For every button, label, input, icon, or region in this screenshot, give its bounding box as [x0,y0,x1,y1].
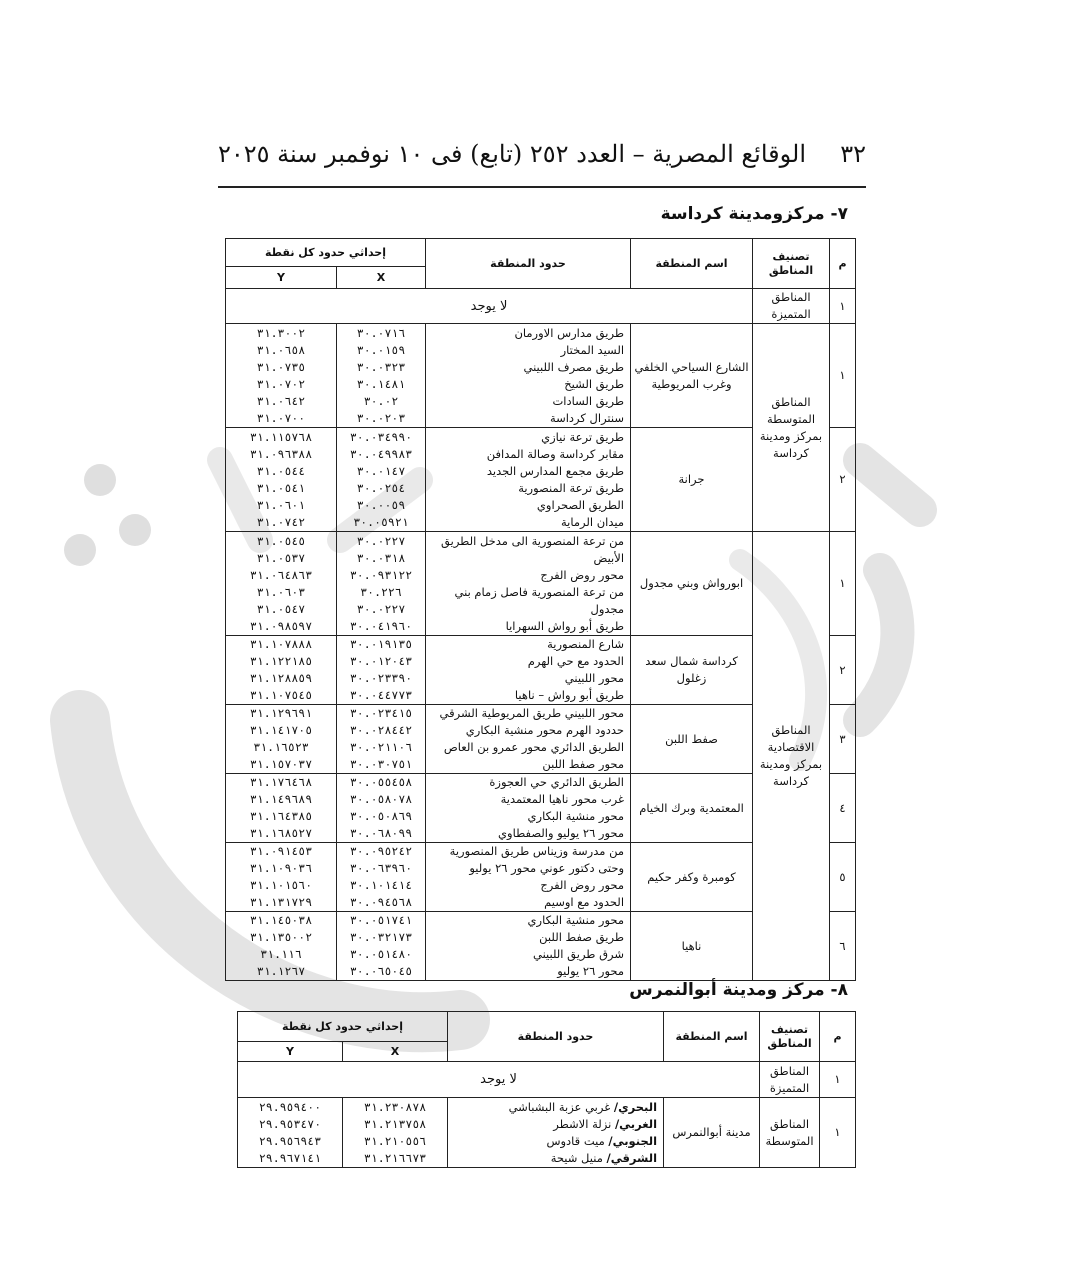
page-number: ٣٢ [840,140,866,168]
area-bounds [426,428,631,532]
x-value: ٣٠.٠٦٣٩٦٠ [349,861,413,875]
section-7-title: ٧- مركزومدينة كرداسة [660,204,848,224]
area-bounds [426,636,631,705]
row-num: ٣ [830,705,856,774]
area-name: ابورواش وبني مجدول [631,532,753,636]
section-8-table [237,1011,856,1168]
area-name: الشارع السياحي الخلفي وغرب المريوطية [631,324,753,428]
table-row [226,324,856,428]
area-name: كومبرة وكفر حكيم [631,843,753,912]
x-value: ٣٠.٠٢٢٧ [356,533,406,548]
y-value: ٣١.٠٩١٤٥٣ [249,844,313,858]
x-coords [337,912,426,981]
bound-line: سنترال كرداسة [549,410,625,425]
bound-line: محور منشية البكاري [527,913,625,927]
x-value: ٣٠.٠٤٤٧٧٣ [349,688,413,702]
y-value: ٣١.٠٥٤١ [256,480,306,495]
y-value: ٣١.١٢٢١٨٥ [249,654,313,668]
special-row-num: ١ [820,1062,856,1098]
gazette-title: الوقائع المصرية – العدد ٢٥٢ (تابع) فى ١٠ نوفمبر سنة ٢٠٢٥ [217,140,806,168]
bound-line: محور روض الفرج [540,878,625,892]
x-coords [337,774,426,843]
y-value: ٣١.١٠٧٥٤٥ [249,688,313,702]
col-header-num: م [820,1012,856,1062]
y-value: ٣١.٠٩٦٣٨٨ [249,446,313,461]
area-bounds [426,705,631,774]
col-header-y: Y [238,1042,343,1062]
table-row [238,1098,856,1168]
section-8-title: ٨- مركز ومدينة أبوالنمرس [629,980,848,1000]
x-coords [337,428,426,532]
x-value: ٣٠.١٤٨١ [356,376,406,391]
x-value: ٣٠.٠١٢٠٤٣ [349,654,413,668]
y-value: ٣١.٣٠٠٢ [256,325,306,340]
y-value: ٣١.٠٥٤٤ [256,463,306,478]
x-value: ٣٠.٢٢٦ [360,584,402,599]
bound-line: الطريق الدائري محور عمرو بن العاص [443,740,625,754]
x-value: ٣٠.٠٣٢٣ [356,359,406,374]
bound-line: وحتى دكتور عوني محور ٢٦ يوليو [469,861,625,875]
y-value: ٣١.٠٥٣٧ [256,550,306,565]
bound-line: محور روض الفرج [540,567,625,582]
x-value: ٣٠.٠٥١٧٤١ [349,913,413,927]
bound-line [451,1099,657,1116]
x-value: ٣١.٢٣٠٨٧٨ [363,1099,427,1114]
x-value: ٣٠.٠٥٨٠٧٨ [349,792,413,806]
x-value: ٣٠.٠٢٢٧ [356,601,406,616]
y-value: ٣١.١٦٥٢٣ [253,740,309,754]
x-value: ٣٠.٠٢٣٣٩٠ [349,671,413,685]
col-header-y: Y [226,267,337,289]
col-header-bounds: حدود المنطقة [448,1012,664,1062]
bound-line: طريق أبو رواش السهرايا [505,618,625,633]
x-coords [337,324,426,428]
y-value: ٣١.١٣٥٠٠٢ [249,930,313,944]
x-value: ٣٠.٠٢٣٤١٥ [349,706,413,720]
x-value: ٣٠.٠٧١٦ [356,325,406,340]
bound-line: طريق مجمع المدارس الجديد [486,463,625,478]
y-coords [226,428,337,532]
x-value: ٣٠.٠٣٢١٧٣ [349,930,413,944]
page-header [218,140,866,176]
economic-classification: المناطق الاقتصادية بمركز ومدينة كرداسة [753,532,830,981]
row-num: ٤ [830,774,856,843]
bound-direction: البحري/ [613,1099,658,1114]
col-header-x: X [337,267,426,289]
y-coords [226,912,337,981]
bound-line: طريق مدارس الاورمان [514,325,625,340]
bound-line: السيد المختار [560,342,625,357]
x-value: ٣١.٢١٦٦٧٣ [363,1150,427,1165]
y-value: ٣١.٠٧٣٥ [256,359,306,374]
x-value: ٣٠.٠٢ [363,393,399,408]
row-num: ١ [830,324,856,428]
y-value: ٣١.١٠٩٠٣٦ [249,861,313,875]
medium-classification: المناطق المتوسطة بمركز ومدينة كرداسة [753,324,830,532]
y-value: ٣١.١١٥٧٦٨ [249,429,313,444]
col-header-area-name: اسم المنطقة [664,1012,760,1062]
y-value: ٣١.١٦٤٣٨٥ [249,809,313,823]
x-value: ٣٠.٠٤١٩٦٠ [349,618,413,633]
x-coords [337,843,426,912]
y-value: ٢٩.٩٥٦٩٤٣ [258,1133,322,1148]
x-value: ٣٠.٠٢١١٠٦ [349,740,413,754]
bound-text: غربي عزبة البشباشي [508,1099,611,1114]
x-value: ٣٠.٠٩٥٢٤٢ [349,844,413,858]
bound-line: الحدود مع حي الهرم [527,654,625,668]
bound-text: نزلة الاشطر [553,1116,612,1131]
x-value: ٣٠.٠٣٠٧٥١ [349,757,413,771]
bound-line: شارع المنصورية [547,637,625,651]
col-header-num: م [830,239,856,289]
x-value: ٣٠.٠٦٥٠٤٥ [349,964,413,978]
bound-line: ميدان الرماية [560,514,625,529]
y-value: ٣١.١٠٧٨٨٨ [249,637,313,651]
y-value: ٢٩.٩٥٣٤٧٠ [258,1116,322,1131]
bound-line: طريق صفط اللبن [539,930,625,944]
x-value: ٣٠.٠٢٥٤ [356,480,406,495]
bound-direction: الغربي/ [614,1116,658,1131]
area-bounds [426,324,631,428]
bound-line: حددود الهرم محور منشية البكاري [465,723,625,737]
bound-line: طريق أبو رواش – ناهيا [514,688,625,702]
bound-line: طريق الشيخ [564,376,625,391]
row-num: ٢ [830,428,856,532]
area-name: ناهيا [631,912,753,981]
bound-line: شرق طريق اللبيني [533,947,625,961]
x-value: ٣٠.٠٥١٤٨٠ [349,947,413,961]
bound-line: طريق ترعة نيازي [541,429,625,444]
y-value: ٣١.٠٦٤٢ [256,393,306,408]
special-row-num: ١ [830,289,856,324]
table-row [226,532,856,636]
y-value: ٣١.٠٦٥٨ [256,342,306,357]
row-num: ٥ [830,843,856,912]
row-num: ٦ [830,912,856,981]
bound-line: محور ٢٦ يوليو والصفطاوي [498,826,625,840]
area-name: صفط اللبن [631,705,753,774]
bound-line: محور اللبيني [564,671,625,685]
bound-text: ميت قادوس [546,1133,605,1148]
area-bounds [426,912,631,981]
bound-line: غرب محور ناهيا المعتمدية [500,792,625,806]
x-value: ٣٠.٠٢٨٤٤٢ [349,723,413,737]
bound-line: طريق ترعة المنصورية [518,480,625,495]
col-header-classification: تصنيف المناطق [753,239,830,289]
area-name: مدينة أبوالنمرس [664,1098,760,1168]
area-name: جرانة [631,428,753,532]
col-header-coords: إحداثي حدود كل نقطة [226,239,426,267]
y-value: ٢٩.٩٦٧١٤١ [258,1150,322,1165]
bound-line: الأبيض [593,550,625,565]
y-value: ٣١.٠٧٠٢ [256,376,306,391]
x-value: ٣١.٢١٠٥٥٦ [363,1133,427,1148]
y-value: ٣١.١٦٨٥٢٧ [249,826,313,840]
special-row-classification: المناطق المتميزة [760,1062,820,1098]
bound-line: محور منشية البكاري [527,809,625,823]
y-coords [226,324,337,428]
area-name: كرداسة شمال سعد زغلول [631,636,753,705]
special-row-none: لا يوجد [226,289,753,324]
y-value: ٣١.٠٧٤٢ [256,514,306,529]
x-value: ٣٠.٠٥٥٤٥٨ [349,775,413,789]
y-value: ٣١.٠٦٤٨٦٣ [249,567,313,582]
x-value: ٣٠.٠١٩١٣٥ [349,637,413,651]
bound-line: محور اللبيني طريق المريوطية الشرقي [439,706,625,720]
area-bounds [426,532,631,636]
y-value: ٣١.١٣١٧٢٩ [249,895,313,909]
special-row-classification: المناطق المتميزة [753,289,830,324]
y-value: ٢٩.٩٥٩٤٠٠ [258,1099,322,1114]
x-value: ٣٠.٠١٥٩ [356,342,406,357]
bound-line [451,1150,657,1167]
y-coords [226,774,337,843]
y-value: ٣١.٠٩٨٥٩٧ [249,618,313,633]
x-value: ٣٠.١٠١٤١٤ [349,878,413,892]
bound-line: من ترعة المنصورية فاصل زمام بني [454,584,625,599]
bound-line: طريق السادات [552,393,625,408]
col-header-bounds: حدود المنطقة [426,239,631,289]
area-bounds [426,843,631,912]
bound-direction: الشرقي/ [606,1150,658,1165]
col-header-coords: إحداثي حدود كل نقطة [238,1012,448,1042]
x-value: ٣٠.٠٣٤٩٩٠ [349,429,413,444]
y-value: ٣١.٠٧٠٠ [256,410,306,425]
x-value: ٣٠.٠٠٥٩ [356,497,406,512]
y-value: ٣١.١٤١٧٠٥ [249,723,313,737]
bound-line: من مدرسة وزيناس طريق المنصورية [449,844,625,858]
y-value: ٣١.٠٦٠٣ [256,584,306,599]
area-bounds [426,774,631,843]
x-value: ٣٠.٠١٤٧ [356,463,406,478]
section-7-table [225,238,856,981]
y-coords [226,532,337,636]
y-value: ٣١.٠٥٤٥ [256,533,306,548]
x-value: ٣٠.٠٤٩٩٨٣ [349,446,413,461]
col-header-area-name: اسم المنطقة [631,239,753,289]
x-value: ٣٠.٠٩٤٥٦٨ [349,895,413,909]
special-row-none: لا يوجد [238,1062,760,1098]
bound-line: مقابر كرداسة وصالة المدافن [486,446,625,461]
x-value: ٣٠.٠٥٩٢١ [353,514,409,529]
x-coords [337,636,426,705]
area-name: المعتمدية وبرك الخيام [631,774,753,843]
y-value: ٣١.١٤٥٠٣٨ [249,913,313,927]
bound-direction: الجنوبي/ [608,1133,658,1148]
bound-line: محور ٢٦ يوليو [557,964,625,978]
x-value: ٣٠.٠٦٨٠٩٩ [349,826,413,840]
x-value: ٣٠.٠٣١٨ [356,550,406,565]
header-divider [218,186,866,188]
row-num: ٢ [830,636,856,705]
x-value: ٣٠.٠٥٠٨٦٩ [349,809,413,823]
bound-line: الطريق الصحراوي [536,497,625,512]
bound-line: الطريق الدائري حي العجوزة [489,775,625,789]
row-num: ١ [820,1098,856,1168]
y-coords [226,705,337,774]
y-value: ٣١.٠٦٠١ [256,497,306,512]
area-bounds [448,1098,664,1168]
x-value: ٣٠.٠٩٣١٢٢ [349,567,413,582]
row-num: ١ [830,532,856,636]
y-value: ٣١.١٤٩٦٨٩ [249,792,313,806]
x-coords [343,1098,448,1168]
x-value: ٣١.٢١٣٧٥٨ [363,1116,427,1131]
bound-line [451,1116,657,1133]
medium-classification: المناطق المتوسطة [760,1098,820,1168]
bound-line [451,1133,657,1150]
bound-line: من ترعة المنصورية الى مدخل الطريق [441,533,625,548]
bound-text: منيل شيحة [550,1150,603,1165]
bound-line: محور صفط اللبن [542,757,625,771]
y-coords [226,636,337,705]
y-coords [226,843,337,912]
y-value: ٣١.١٠١٥٦٠ [249,878,313,892]
x-coords [337,705,426,774]
y-value: ٣١.٠٥٤٧ [256,601,306,616]
x-value: ٣٠.٠٢٠٣ [356,410,406,425]
col-header-classification: تصنيف المناطق [760,1012,820,1062]
y-value: ٣١.١٢٦٧ [256,964,306,978]
y-value: ٣١.١٢٩٦٩١ [249,706,313,720]
y-value: ٣١.١٢٨٨٥٩ [249,671,313,685]
bound-line: مجدول [590,601,625,616]
bound-line: الحدود مع اوسيم [544,895,625,909]
col-header-x: X [343,1042,448,1062]
bound-line: طريق مصرف اللبيني [523,359,625,374]
y-coords [238,1098,343,1168]
y-value: ٣١.١٧٦٤٦٨ [249,775,313,789]
y-value: ٣١.١٥٧٠٣٧ [249,757,313,771]
y-value: ٣١.١١٦ [260,947,302,961]
x-coords [337,532,426,636]
